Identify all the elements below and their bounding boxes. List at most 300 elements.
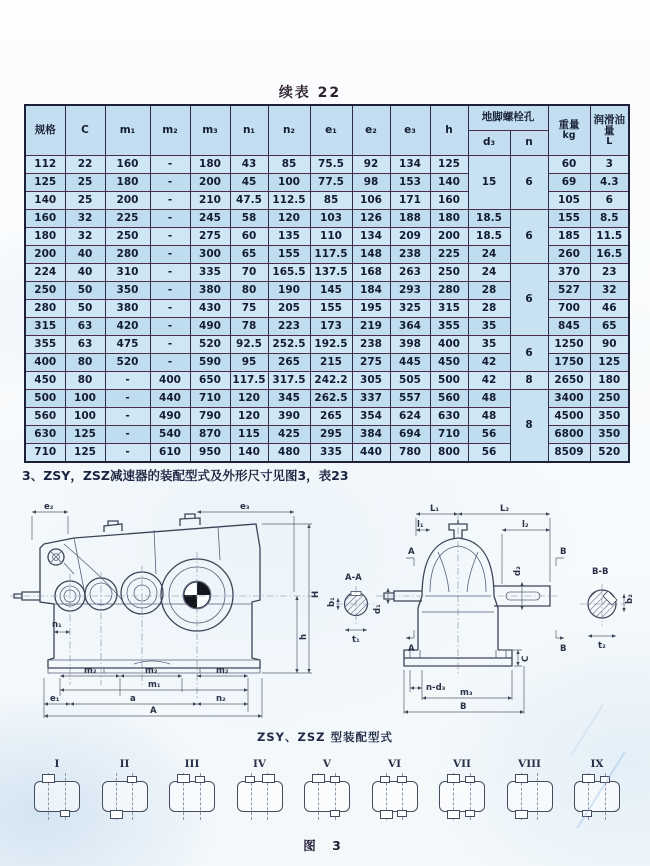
table-cell: 40 bbox=[65, 264, 105, 282]
variant-shaft-stub bbox=[465, 776, 475, 783]
table-cell: 125 bbox=[65, 444, 105, 463]
table-cell: 63 bbox=[65, 336, 105, 354]
variant-shaft-stub bbox=[582, 774, 595, 783]
variant-shaft-stub bbox=[515, 810, 528, 819]
table-cell: - bbox=[150, 318, 190, 336]
table-cell: 590 bbox=[190, 354, 230, 372]
table-cell: - bbox=[105, 372, 150, 390]
table-cell: 250 bbox=[590, 390, 629, 408]
table-cell: 520 bbox=[590, 444, 629, 463]
assembly-variant-III bbox=[163, 758, 221, 812]
table-cell: 95 bbox=[230, 354, 268, 372]
table-cell: 18.5 bbox=[468, 210, 510, 228]
variant-label: VIII bbox=[518, 758, 541, 770]
table-cell: 630 bbox=[25, 426, 65, 444]
table-cell: 134 bbox=[352, 228, 390, 246]
dim-a-label: a bbox=[130, 694, 136, 704]
table-row bbox=[25, 336, 629, 354]
table-cell: 355 bbox=[25, 336, 65, 354]
table-cell: 103 bbox=[310, 210, 352, 228]
dim-l1-label: l₁ bbox=[417, 520, 424, 530]
table-cell: 490 bbox=[190, 318, 230, 336]
table-cell: 117.5 bbox=[230, 372, 268, 390]
table-cell: - bbox=[105, 390, 150, 408]
variant-housing-box bbox=[304, 781, 350, 812]
table-cell: 112 bbox=[25, 156, 65, 174]
assembly-variant-II bbox=[96, 758, 154, 812]
table-cell: 4.3 bbox=[590, 174, 629, 192]
table-cell: 126 bbox=[352, 210, 390, 228]
table-cell: - bbox=[150, 156, 190, 174]
table-cell: 171 bbox=[390, 192, 430, 210]
spec-table-body bbox=[25, 156, 629, 463]
reducer-side-view-drawing bbox=[4, 500, 326, 732]
variant-label: II bbox=[119, 758, 130, 770]
table-cell: 527 bbox=[548, 282, 590, 300]
table-cell: 295 bbox=[310, 426, 352, 444]
table-cell: 845 bbox=[548, 318, 590, 336]
table-cell: 280 bbox=[105, 246, 150, 264]
table-cell: 85 bbox=[310, 192, 352, 210]
table-cell: 500 bbox=[430, 372, 468, 390]
table-cell: 137.5 bbox=[310, 264, 352, 282]
table-cell: 47.5 bbox=[230, 192, 268, 210]
col-header-anchor-bolt-group: 地脚螺栓孔 bbox=[468, 105, 548, 131]
variant-row bbox=[28, 758, 626, 812]
table-cell: 188 bbox=[390, 210, 430, 228]
variant-shaft-stub bbox=[380, 776, 390, 783]
table-cell: 32 bbox=[65, 210, 105, 228]
table-cell: 560 bbox=[430, 390, 468, 408]
table-cell: 184 bbox=[352, 282, 390, 300]
table-cell: 245 bbox=[190, 210, 230, 228]
table-cell: 380 bbox=[105, 300, 150, 318]
table-cell: 275 bbox=[352, 354, 390, 372]
table-cell: 557 bbox=[390, 390, 430, 408]
col-header-m1: m₁ bbox=[105, 105, 150, 156]
table-cell: 153 bbox=[390, 174, 430, 192]
table-cell: 6 bbox=[510, 156, 548, 210]
table-cell: 398 bbox=[390, 336, 430, 354]
table-cell: 300 bbox=[190, 246, 230, 264]
table-cell: 45 bbox=[230, 174, 268, 192]
table-cell: 25 bbox=[65, 174, 105, 192]
dim-m2-label-2: m₂ bbox=[145, 666, 158, 676]
table-cell: 16.5 bbox=[590, 246, 629, 264]
table-cell: 6 bbox=[590, 192, 629, 210]
dim-L1-label: L₁ bbox=[430, 504, 440, 514]
table-cell: 65 bbox=[590, 318, 629, 336]
table-cell: 335 bbox=[310, 444, 352, 463]
table-cell: 305 bbox=[352, 372, 390, 390]
table-cell: 225 bbox=[105, 210, 150, 228]
table-cell: 440 bbox=[150, 390, 190, 408]
table-cell: 390 bbox=[268, 408, 310, 426]
variant-label: VII bbox=[453, 758, 471, 770]
dim-e1-label: e₁ bbox=[50, 694, 60, 704]
table-cell: 215 bbox=[310, 354, 352, 372]
assembly-variant-I bbox=[28, 758, 86, 812]
table-cell: 100 bbox=[268, 174, 310, 192]
table-cell: 265 bbox=[268, 354, 310, 372]
table-cell: - bbox=[150, 210, 190, 228]
table-cell: - bbox=[150, 354, 190, 372]
dim-t1-label: t₁ bbox=[352, 635, 360, 645]
table-cell: 260 bbox=[548, 246, 590, 264]
spec-table-header bbox=[25, 105, 629, 156]
variant-shaft-stub bbox=[110, 810, 123, 819]
assembly-variant-IX bbox=[568, 758, 626, 812]
table-cell: 425 bbox=[268, 426, 310, 444]
table-cell: 520 bbox=[190, 336, 230, 354]
table-cell: 22 bbox=[65, 156, 105, 174]
table-cell: 490 bbox=[150, 408, 190, 426]
table-cell: 293 bbox=[390, 282, 430, 300]
table-cell: 56 bbox=[468, 426, 510, 444]
variant-shaft-stub bbox=[245, 776, 255, 783]
table-cell: 80 bbox=[230, 282, 268, 300]
table-cell: 250 bbox=[105, 228, 150, 246]
table-cell: 112.5 bbox=[268, 192, 310, 210]
table-cell: 700 bbox=[548, 300, 590, 318]
assembly-variant-VIII bbox=[501, 758, 559, 812]
dim-b1-label: b₁ bbox=[327, 597, 337, 607]
table-cell: 28 bbox=[468, 300, 510, 318]
table-cell: 6 bbox=[510, 264, 548, 336]
table-cell: 145 bbox=[310, 282, 352, 300]
table-cell: 6 bbox=[510, 210, 548, 264]
section-bb-title: B-B bbox=[592, 567, 609, 577]
table-cell: 168 bbox=[352, 264, 390, 282]
table-cell: 125 bbox=[430, 156, 468, 174]
section-arrow-B-bottom: B bbox=[560, 644, 567, 654]
table-cell: - bbox=[150, 282, 190, 300]
table-cell: 6800 bbox=[548, 426, 590, 444]
table-cell: 15 bbox=[468, 156, 510, 210]
variant-housing-box bbox=[169, 781, 215, 812]
weight-label: 重量 bbox=[558, 119, 580, 131]
table-cell: 32 bbox=[590, 282, 629, 300]
table-cell: 105 bbox=[548, 192, 590, 210]
variant-shaft-stub bbox=[447, 810, 460, 819]
dim-H-label: H bbox=[311, 590, 321, 598]
table-row bbox=[25, 390, 629, 408]
table-cell: 380 bbox=[190, 282, 230, 300]
table-title: 续表 22 bbox=[278, 85, 342, 101]
table-cell: 92.5 bbox=[230, 336, 268, 354]
table-cell: 440 bbox=[352, 444, 390, 463]
variant-shaft-stub bbox=[127, 776, 137, 783]
table-cell: 420 bbox=[105, 318, 150, 336]
table-cell: 106 bbox=[352, 192, 390, 210]
dim-d2-label: d₂ bbox=[513, 566, 523, 576]
dim-B-label: B bbox=[460, 702, 467, 712]
table-cell: 430 bbox=[190, 300, 230, 318]
spec-table bbox=[24, 104, 630, 463]
table-cell: - bbox=[105, 408, 150, 426]
dim-m2-label-1: m₂ bbox=[84, 666, 97, 676]
table-cell: 98 bbox=[352, 174, 390, 192]
table-cell: 200 bbox=[105, 192, 150, 210]
table-cell: 710 bbox=[190, 390, 230, 408]
table-cell: 505 bbox=[390, 372, 430, 390]
col-header-n: n bbox=[510, 131, 548, 156]
table-cell: 24 bbox=[468, 264, 510, 282]
variant-label: V bbox=[322, 758, 332, 770]
dim-d1-label: d₁ bbox=[373, 604, 383, 614]
table-cell: 500 bbox=[25, 390, 65, 408]
variant-shaft-stub bbox=[397, 776, 407, 783]
table-cell: 92 bbox=[352, 156, 390, 174]
table-cell: 48 bbox=[468, 408, 510, 426]
col-header-d3: d₃ bbox=[468, 131, 510, 156]
dim-e2-label: e₂ bbox=[44, 502, 54, 512]
table-cell: 77.5 bbox=[310, 174, 352, 192]
table-cell: 1250 bbox=[548, 336, 590, 354]
assembly-type-caption: ZSY、ZSZ 型装配型式 bbox=[257, 730, 393, 744]
variant-label: I bbox=[54, 758, 60, 770]
table-cell: 50 bbox=[65, 300, 105, 318]
table-cell: 350 bbox=[590, 426, 629, 444]
table-cell: 173 bbox=[310, 318, 352, 336]
col-header-oil bbox=[590, 105, 629, 156]
table-cell: 263 bbox=[390, 264, 430, 282]
oil-unit: L bbox=[606, 135, 613, 147]
variant-label: IX bbox=[590, 758, 604, 770]
table-cell: 85 bbox=[268, 156, 310, 174]
assembly-variant-IV bbox=[231, 758, 289, 812]
variant-housing-box bbox=[439, 781, 485, 812]
table-cell: 78 bbox=[230, 318, 268, 336]
variant-housing-box bbox=[372, 781, 418, 812]
variant-housing-box bbox=[507, 781, 553, 812]
table-cell: 250 bbox=[25, 282, 65, 300]
table-cell: 120 bbox=[230, 390, 268, 408]
table-cell: 90 bbox=[590, 336, 629, 354]
table-cell: 209 bbox=[390, 228, 430, 246]
table-cell: 610 bbox=[150, 444, 190, 463]
table-cell: 790 bbox=[190, 408, 230, 426]
table-cell: 540 bbox=[150, 426, 190, 444]
table-cell: 262.5 bbox=[310, 390, 352, 408]
variant-shaft-stub bbox=[330, 810, 340, 817]
table-cell: 400 bbox=[25, 354, 65, 372]
table-cell: 160 bbox=[430, 192, 468, 210]
table-cell: 100 bbox=[65, 408, 105, 426]
table-cell: - bbox=[150, 264, 190, 282]
table-cell: 32 bbox=[65, 228, 105, 246]
table-cell: 624 bbox=[390, 408, 430, 426]
table-cell: 115 bbox=[230, 426, 268, 444]
weight-unit: kg bbox=[562, 130, 576, 142]
table-cell: 75 bbox=[230, 300, 268, 318]
table-cell: 42 bbox=[468, 372, 510, 390]
table-cell: 265 bbox=[310, 408, 352, 426]
table-cell: 225 bbox=[430, 246, 468, 264]
table-cell: 70 bbox=[230, 264, 268, 282]
variant-shaft-stub bbox=[262, 774, 275, 783]
dim-e3-label: e₃ bbox=[240, 502, 250, 512]
table-cell: 75.5 bbox=[310, 156, 352, 174]
table-cell: 80 bbox=[65, 372, 105, 390]
table-cell: 354 bbox=[352, 408, 390, 426]
table-cell: 48 bbox=[468, 390, 510, 408]
table-cell: 650 bbox=[190, 372, 230, 390]
table-cell: 4500 bbox=[548, 408, 590, 426]
table-cell: 11.5 bbox=[590, 228, 629, 246]
table-cell: 3 bbox=[590, 156, 629, 174]
section-aa-title: A-A bbox=[345, 573, 362, 583]
col-header-weight bbox=[548, 105, 590, 156]
table-cell: 65 bbox=[230, 246, 268, 264]
variant-shaft-stub bbox=[397, 810, 407, 817]
section-arrow-B-top: B bbox=[560, 547, 567, 557]
table-cell: 8 bbox=[510, 372, 548, 390]
table-cell: 134 bbox=[390, 156, 430, 174]
variant-shaft-stub bbox=[515, 774, 528, 783]
table-cell: 710 bbox=[430, 426, 468, 444]
table-cell: 219 bbox=[352, 318, 390, 336]
table-cell: 210 bbox=[190, 192, 230, 210]
variant-housing-box bbox=[34, 781, 80, 812]
table-cell: 155 bbox=[310, 300, 352, 318]
col-header-e2: e₂ bbox=[352, 105, 390, 156]
table-cell: 6 bbox=[510, 336, 548, 372]
table-cell: 180 bbox=[105, 174, 150, 192]
variant-shaft-stub bbox=[60, 810, 70, 817]
table-cell: 560 bbox=[25, 408, 65, 426]
col-header-n1: n₁ bbox=[230, 105, 268, 156]
oil-label: 润滑油量 bbox=[593, 113, 625, 137]
table-cell: 250 bbox=[430, 264, 468, 282]
dim-t2-label: t₂ bbox=[598, 641, 606, 651]
table-cell: 60 bbox=[230, 228, 268, 246]
table-cell: 140 bbox=[430, 174, 468, 192]
table-cell: 117.5 bbox=[310, 246, 352, 264]
section-note: 3、ZSY，ZSZ减速器的装配型式及外形尺寸见图3，表23 bbox=[22, 468, 349, 483]
dim-n2-label: n₂ bbox=[216, 694, 226, 704]
table-cell: 25 bbox=[65, 192, 105, 210]
table-cell: 630 bbox=[430, 408, 468, 426]
variant-shaft-stub bbox=[42, 774, 55, 783]
table-cell: 35 bbox=[468, 336, 510, 354]
dim-n1-label: n₁ bbox=[52, 620, 62, 630]
table-cell: - bbox=[150, 300, 190, 318]
reducer-end-view-drawing bbox=[318, 500, 648, 732]
table-cell: 140 bbox=[25, 192, 65, 210]
table-cell: - bbox=[105, 444, 150, 463]
table-cell: 400 bbox=[150, 372, 190, 390]
variant-label: IV bbox=[252, 758, 267, 770]
table-cell: 180 bbox=[430, 210, 468, 228]
figure-3-drawings bbox=[0, 500, 650, 732]
table-row bbox=[25, 264, 629, 282]
variant-centerline bbox=[537, 773, 538, 820]
table-cell: 275 bbox=[190, 228, 230, 246]
dim-m3-label: m₃ bbox=[460, 688, 473, 698]
table-cell: 24 bbox=[468, 246, 510, 264]
variant-label: III bbox=[184, 758, 200, 770]
variant-housing-box bbox=[237, 781, 283, 812]
table-cell: 50 bbox=[65, 282, 105, 300]
table-cell: 3400 bbox=[548, 390, 590, 408]
table-cell: 200 bbox=[430, 228, 468, 246]
table-cell: - bbox=[150, 174, 190, 192]
variant-shaft-stub bbox=[177, 774, 190, 783]
variant-shaft-stub bbox=[330, 776, 340, 783]
variant-shaft-stub bbox=[195, 776, 205, 783]
table-cell: 28 bbox=[468, 282, 510, 300]
table-cell: 125 bbox=[590, 354, 629, 372]
table-cell: 364 bbox=[390, 318, 430, 336]
table-cell: 224 bbox=[25, 264, 65, 282]
dim-C-label: C bbox=[521, 655, 531, 662]
col-header-m2: m₂ bbox=[150, 105, 190, 156]
table-cell: 69 bbox=[548, 174, 590, 192]
table-cell: 8.5 bbox=[590, 210, 629, 228]
table-cell: 160 bbox=[105, 156, 150, 174]
table-cell: 238 bbox=[390, 246, 430, 264]
table-cell: 315 bbox=[430, 300, 468, 318]
table-cell: 370 bbox=[548, 264, 590, 282]
assembly-variant-VII bbox=[433, 758, 491, 812]
section-arrow-A-top: A bbox=[408, 547, 415, 557]
table-cell: 694 bbox=[390, 426, 430, 444]
table-cell: 238 bbox=[352, 336, 390, 354]
table-cell: 8509 bbox=[548, 444, 590, 463]
table-cell: 80 bbox=[65, 354, 105, 372]
table-cell: 63 bbox=[65, 318, 105, 336]
table-cell: 180 bbox=[590, 372, 629, 390]
table-cell: 450 bbox=[430, 354, 468, 372]
table-cell: 192.5 bbox=[310, 336, 352, 354]
table-cell: 23 bbox=[590, 264, 629, 282]
dim-m2-label-3: m₂ bbox=[216, 666, 229, 676]
table-cell: 800 bbox=[430, 444, 468, 463]
table-cell: 18.5 bbox=[468, 228, 510, 246]
table-cell: 317.5 bbox=[268, 372, 310, 390]
dim-l2-label: l₂ bbox=[522, 520, 529, 530]
table-cell: - bbox=[150, 246, 190, 264]
table-cell: 42 bbox=[468, 354, 510, 372]
variant-housing-box bbox=[102, 781, 148, 812]
table-row bbox=[25, 210, 629, 228]
table-cell: 337 bbox=[352, 390, 390, 408]
table-cell: 355 bbox=[430, 318, 468, 336]
variant-shaft-stub bbox=[380, 810, 393, 819]
table-row bbox=[25, 156, 629, 174]
dim-h-label: h bbox=[299, 633, 309, 640]
table-cell: 110 bbox=[310, 228, 352, 246]
table-cell: 155 bbox=[548, 210, 590, 228]
table-cell: 180 bbox=[25, 228, 65, 246]
table-cell: 450 bbox=[25, 372, 65, 390]
col-header-m3: m₃ bbox=[190, 105, 230, 156]
table-cell: 345 bbox=[268, 390, 310, 408]
assembly-variant-VI bbox=[366, 758, 424, 812]
variant-shaft-stub bbox=[447, 774, 460, 783]
table-cell: 242.2 bbox=[310, 372, 352, 390]
table-cell: - bbox=[150, 192, 190, 210]
table-cell: 475 bbox=[105, 336, 150, 354]
table-cell: 350 bbox=[590, 408, 629, 426]
table-cell: 223 bbox=[268, 318, 310, 336]
figure-number: 图 3 bbox=[303, 838, 347, 853]
variant-shaft-stub bbox=[465, 810, 475, 817]
table-cell: 280 bbox=[25, 300, 65, 318]
table-cell: 280 bbox=[430, 282, 468, 300]
col-header-C: C bbox=[65, 105, 105, 156]
